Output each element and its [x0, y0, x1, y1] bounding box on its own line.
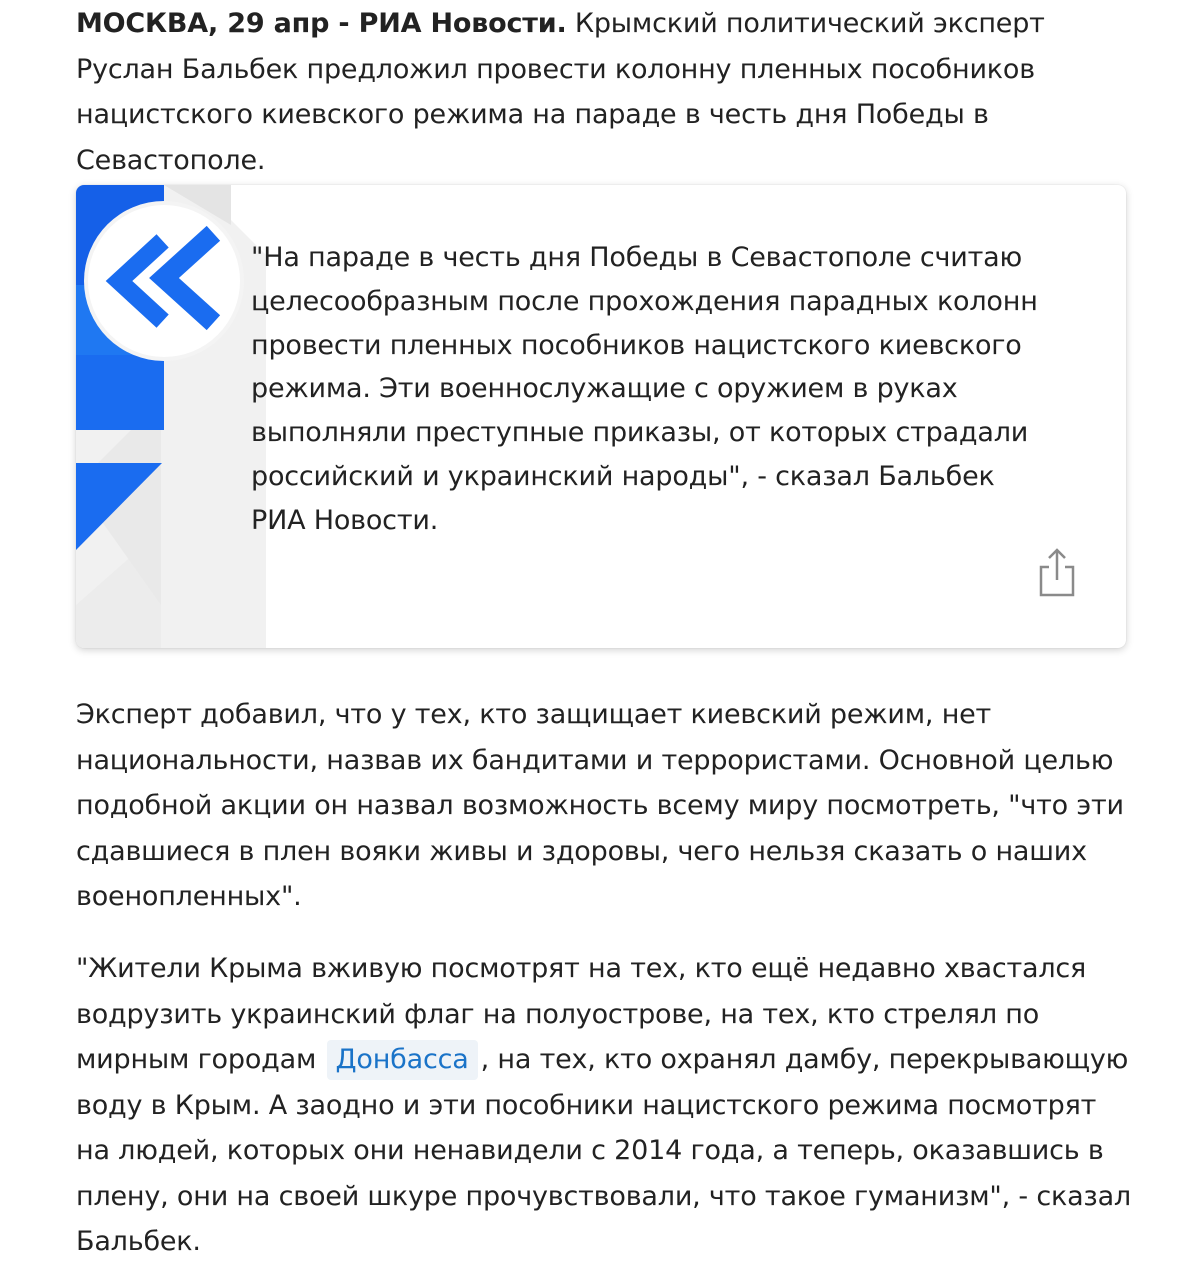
paragraph-text-after-link: , на тех, кто охранял дамбу, перекрывающую воду в Крым. А заодно и эти пособники нацистского режима посмотрят на людей, которых они ненавидели с 2014 года, а теперь, оказавшись в плену, они на своей шкуре прочувствовали, что такое гуманизм", - сказал Бальбек. [76, 1044, 1131, 1257]
article-paragraph-2 [76, 692, 1126, 920]
quote-card [76, 185, 1126, 648]
share-button[interactable] [1036, 545, 1078, 599]
paragraph-text-before-link: "Жители Крыма вживую посмотрят на тех, кто ещё недавно хвастался водрузить украинский флаг на полуострове, на тех, кто стрелял по мирным городам [76, 953, 1087, 1075]
donbass-link[interactable]: Донбасса [327, 1040, 478, 1080]
lead-paragraph [76, 1, 1126, 183]
paragraph-text [76, 946, 1136, 1265]
paragraph-text: Эксперт добавил, что у тех, кто защищает киевский режим, нет национальности, назвав их бандитами и террористами. Основной целью подобной акции он назвал возможность всему миру посмотреть, "что эти сдавшиеся в плен вояки живы и здоровы, чего нельзя сказать о наших военопленных". [76, 699, 1124, 912]
share-icon [1036, 545, 1078, 599]
article-body [76, 0, 1126, 183]
lead-text: Крымский политический эксперт Руслан Бальбек предложил провести колонну пленных пособников нацистского киевского режима на параде в честь дня Победы в Севастополе. [76, 8, 1045, 176]
quote-text: "На параде в честь дня Победы в Севастополе считаю целесообразным после прохождения парадных колонн провести пленных пособников нацистского киевского режима. Эти военнослужащие с оружием в руках выполняли преступные приказы, от которых страдали российский и украинский народы", - сказал Бальбек РИА Новости. [251, 242, 1038, 536]
dateline: МОСКВА, 29 апр - РИА Новости. [76, 8, 567, 39]
article-paragraph-3 [76, 946, 1136, 1265]
